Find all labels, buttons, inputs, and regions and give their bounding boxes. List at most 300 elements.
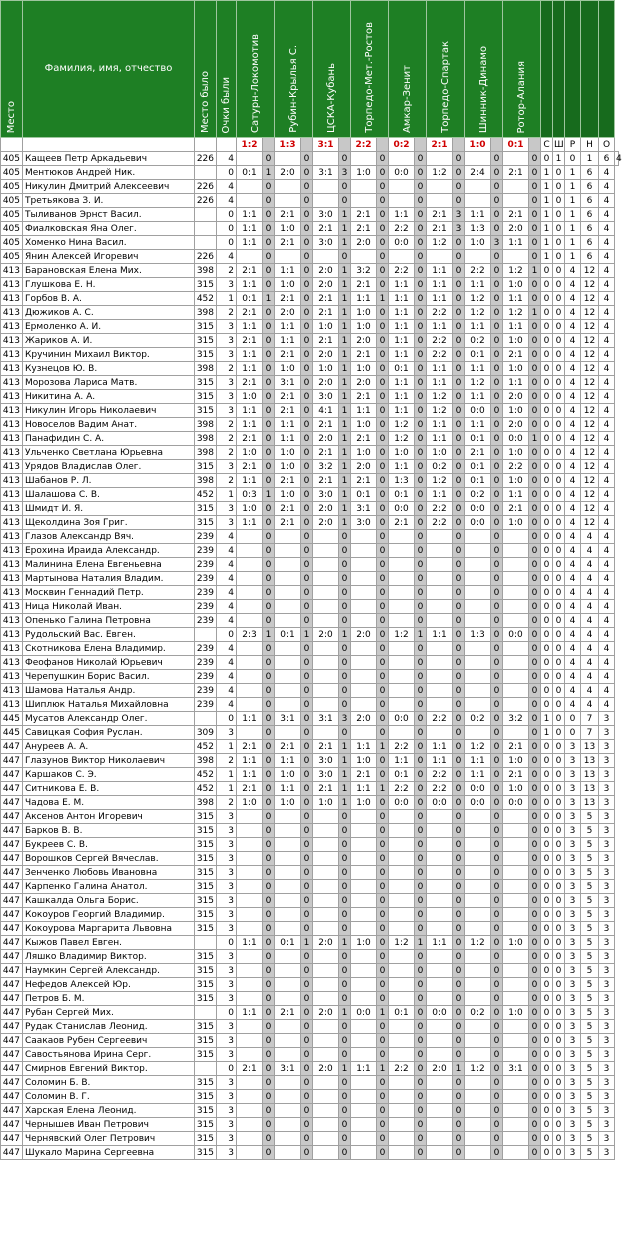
cell-points: 0 bbox=[301, 754, 313, 768]
cell-stat: 6 bbox=[581, 166, 599, 180]
cell-stat: 3 bbox=[565, 810, 581, 824]
cell-forecast bbox=[465, 586, 491, 600]
cell-forecast: 1:1 bbox=[465, 208, 491, 222]
cell-points: 0 bbox=[491, 1146, 503, 1160]
cell-points: 0 bbox=[415, 1034, 427, 1048]
cell-prev-place: 226 bbox=[195, 250, 217, 264]
cell-forecast: 2:0 bbox=[351, 712, 377, 726]
cell-forecast bbox=[275, 1076, 301, 1090]
cell-points: 1 bbox=[339, 208, 351, 222]
cell-forecast bbox=[275, 1146, 301, 1160]
cell-place: 447 bbox=[1, 866, 23, 880]
cell-forecast bbox=[237, 908, 263, 922]
cell-stat: 4 bbox=[565, 684, 581, 698]
cell-stat: 6 bbox=[581, 250, 599, 264]
cell-points: 0 bbox=[491, 852, 503, 866]
cell-prev-points: 3 bbox=[217, 516, 237, 530]
cell-forecast bbox=[427, 964, 453, 978]
cell-points: 0 bbox=[339, 1020, 351, 1034]
cell-points: 0 bbox=[453, 866, 465, 880]
table-row bbox=[1, 936, 619, 950]
cell-points: 0 bbox=[491, 474, 503, 488]
table-row bbox=[1, 418, 619, 432]
cell-stat: 5 bbox=[581, 1062, 599, 1076]
cell-forecast: 2:1 bbox=[275, 404, 301, 418]
cell-name: Шиплюк Наталья Михайловна bbox=[23, 698, 195, 712]
cell-forecast: 2:1 bbox=[275, 1006, 301, 1020]
cell-points: 0 bbox=[453, 558, 465, 572]
cell-points: 0 bbox=[529, 474, 541, 488]
cell-stat: 0 bbox=[541, 628, 553, 642]
cell-forecast: 2:0 bbox=[503, 222, 529, 236]
cell-points: 0 bbox=[263, 852, 275, 866]
cell-prev-place: 315 bbox=[195, 908, 217, 922]
cell-points: 0 bbox=[415, 782, 427, 796]
cell-stat: 5 bbox=[581, 1118, 599, 1132]
cell-points: 0 bbox=[263, 348, 275, 362]
cell-forecast: 2:1 bbox=[503, 348, 529, 362]
cell-name: Рудольский Вас. Евген. bbox=[23, 628, 195, 642]
cell-forecast: 2:1 bbox=[275, 348, 301, 362]
cell-points: 1 bbox=[339, 348, 351, 362]
cell-points: 0 bbox=[529, 1076, 541, 1090]
cell-points: 0 bbox=[491, 824, 503, 838]
cell-forecast: 0:0 bbox=[465, 516, 491, 530]
cell-stat: 4 bbox=[565, 502, 581, 516]
result-match-5: 0:2 bbox=[389, 138, 415, 152]
cell-forecast bbox=[465, 600, 491, 614]
cell-forecast bbox=[351, 1048, 377, 1062]
cell-prev-points: 0 bbox=[217, 628, 237, 642]
cell-stat: 4 bbox=[599, 306, 615, 320]
cell-forecast: 1:2 bbox=[503, 264, 529, 278]
cell-stat: 3 bbox=[599, 908, 615, 922]
results-spacer bbox=[377, 138, 389, 152]
cell-forecast bbox=[503, 824, 529, 838]
cell-forecast bbox=[237, 642, 263, 656]
cell-forecast bbox=[351, 1132, 377, 1146]
cell-prev-place: 239 bbox=[195, 614, 217, 628]
cell-name: Глазунов Виктор Николаевич bbox=[23, 754, 195, 768]
cell-points: 0 bbox=[377, 278, 389, 292]
cell-stat: 4 bbox=[565, 278, 581, 292]
cell-prev-points: 4 bbox=[217, 558, 237, 572]
cell-stat: 0 bbox=[541, 824, 553, 838]
cell-stat: 5 bbox=[581, 1132, 599, 1146]
cell-forecast bbox=[351, 1076, 377, 1090]
cell-points: 0 bbox=[491, 768, 503, 782]
cell-points: 0 bbox=[263, 936, 275, 950]
cell-forecast: 0:0 bbox=[503, 432, 529, 446]
cell-prev-points: 1 bbox=[217, 768, 237, 782]
cell-stat: 0 bbox=[541, 698, 553, 712]
cell-forecast bbox=[313, 908, 339, 922]
cell-stat: 4 bbox=[599, 418, 615, 432]
cell-points: 0 bbox=[415, 768, 427, 782]
cell-stat: 3 bbox=[565, 936, 581, 950]
cell-stat: 6 bbox=[581, 222, 599, 236]
cell-place: 447 bbox=[1, 950, 23, 964]
cell-points: 1 bbox=[377, 740, 389, 754]
cell-prev-points: 2 bbox=[217, 754, 237, 768]
cell-name: Ситникова Е. В. bbox=[23, 782, 195, 796]
cell-stat: 4 bbox=[565, 390, 581, 404]
cell-points: 0 bbox=[339, 1076, 351, 1090]
cell-forecast: 0:1 bbox=[389, 768, 415, 782]
cell-points: 0 bbox=[301, 586, 313, 600]
cell-place: 405 bbox=[1, 152, 23, 166]
cell-forecast: 2:1 bbox=[237, 782, 263, 796]
cell-points: 0 bbox=[529, 446, 541, 460]
cell-forecast bbox=[275, 866, 301, 880]
cell-forecast bbox=[351, 530, 377, 544]
table-row bbox=[1, 852, 619, 866]
cell-forecast bbox=[427, 1132, 453, 1146]
cell-prev-points: 4 bbox=[217, 642, 237, 656]
cell-stat: 4 bbox=[565, 670, 581, 684]
cell-forecast bbox=[389, 572, 415, 586]
cell-forecast bbox=[275, 572, 301, 586]
cell-points: 0 bbox=[415, 376, 427, 390]
cell-forecast: 1:1 bbox=[237, 936, 263, 950]
results-spacer bbox=[217, 138, 237, 152]
cell-forecast bbox=[313, 152, 339, 166]
cell-points: 0 bbox=[415, 278, 427, 292]
cell-forecast bbox=[313, 852, 339, 866]
header-prev-points: Очки были bbox=[217, 1, 237, 138]
cell-stat: 0 bbox=[553, 1132, 565, 1146]
cell-points: 0 bbox=[263, 1034, 275, 1048]
cell-name: Соломин Б. В. bbox=[23, 1076, 195, 1090]
cell-forecast bbox=[465, 922, 491, 936]
cell-stat: 4 bbox=[565, 376, 581, 390]
cell-forecast: 1:0 bbox=[351, 418, 377, 432]
cell-stat: 3 bbox=[599, 768, 615, 782]
cell-stat: 4 bbox=[565, 320, 581, 334]
cell-points: 0 bbox=[415, 796, 427, 810]
cell-points: 0 bbox=[415, 488, 427, 502]
cell-points: 0 bbox=[529, 558, 541, 572]
cell-points: 0 bbox=[491, 978, 503, 992]
cell-points: 0 bbox=[453, 278, 465, 292]
cell-stat: 1 bbox=[541, 712, 553, 726]
cell-points: 0 bbox=[529, 1034, 541, 1048]
cell-points: 0 bbox=[415, 544, 427, 558]
cell-forecast: 1:0 bbox=[237, 502, 263, 516]
cell-points: 0 bbox=[263, 320, 275, 334]
cell-points: 0 bbox=[263, 278, 275, 292]
cell-forecast bbox=[389, 544, 415, 558]
cell-stat: 0 bbox=[541, 908, 553, 922]
cell-forecast bbox=[351, 838, 377, 852]
cell-forecast: 1:1 bbox=[427, 488, 453, 502]
cell-forecast: 1:1 bbox=[389, 754, 415, 768]
cell-points: 0 bbox=[301, 306, 313, 320]
cell-stat: 4 bbox=[599, 376, 615, 390]
cell-forecast: 2:1 bbox=[313, 334, 339, 348]
cell-points: 0 bbox=[453, 236, 465, 250]
cell-stat: 4 bbox=[565, 306, 581, 320]
cell-stat: 0 bbox=[541, 810, 553, 824]
table-row bbox=[1, 166, 619, 180]
cell-forecast bbox=[427, 950, 453, 964]
cell-points: 3 bbox=[339, 712, 351, 726]
cell-points: 0 bbox=[529, 250, 541, 264]
cell-forecast bbox=[237, 824, 263, 838]
cell-prev-points: 4 bbox=[217, 586, 237, 600]
cell-forecast: 0:0 bbox=[503, 796, 529, 810]
cell-forecast: 2:1 bbox=[275, 740, 301, 754]
cell-stat: 4 bbox=[599, 474, 615, 488]
cell-stat: 0 bbox=[541, 320, 553, 334]
table-row bbox=[1, 1132, 619, 1146]
table-row bbox=[1, 544, 619, 558]
cell-stat: 0 bbox=[541, 1104, 553, 1118]
cell-stat: 0 bbox=[541, 1006, 553, 1020]
cell-stat: 0 bbox=[553, 978, 565, 992]
cell-points: 0 bbox=[415, 502, 427, 516]
cell-points: 0 bbox=[529, 824, 541, 838]
cell-forecast bbox=[237, 964, 263, 978]
cell-points: 0 bbox=[491, 320, 503, 334]
cell-forecast bbox=[275, 824, 301, 838]
result-match-6: 2:1 bbox=[427, 138, 453, 152]
cell-stat: 0 bbox=[553, 922, 565, 936]
cell-forecast bbox=[313, 670, 339, 684]
cell-forecast: 1:1 bbox=[389, 306, 415, 320]
cell-points: 0 bbox=[339, 922, 351, 936]
cell-stat: 0 bbox=[565, 152, 581, 166]
cell-forecast: 2:0 bbox=[313, 348, 339, 362]
cell-stat: 4 bbox=[565, 656, 581, 670]
cell-forecast: 1:1 bbox=[427, 292, 453, 306]
cell-forecast: 2:0 bbox=[313, 432, 339, 446]
cell-forecast bbox=[313, 1034, 339, 1048]
cell-forecast: 2:2 bbox=[427, 334, 453, 348]
cell-forecast bbox=[465, 1132, 491, 1146]
cell-forecast: 0:0 bbox=[389, 236, 415, 250]
cell-points: 0 bbox=[301, 376, 313, 390]
cell-stat: 0 bbox=[541, 866, 553, 880]
cell-prev-place: 398 bbox=[195, 474, 217, 488]
cell-prev-points: 4 bbox=[217, 544, 237, 558]
cell-points: 0 bbox=[377, 1104, 389, 1118]
cell-forecast: 2:1 bbox=[427, 222, 453, 236]
cell-stat: 5 bbox=[581, 936, 599, 950]
cell-forecast bbox=[351, 656, 377, 670]
cell-stat: 3 bbox=[599, 1006, 615, 1020]
cell-points: 0 bbox=[453, 1034, 465, 1048]
cell-forecast bbox=[427, 824, 453, 838]
cell-forecast: 1:1 bbox=[237, 278, 263, 292]
cell-forecast bbox=[389, 964, 415, 978]
cell-points: 0 bbox=[491, 1076, 503, 1090]
cell-stat: 0 bbox=[553, 320, 565, 334]
cell-points: 0 bbox=[415, 292, 427, 306]
cell-points: 0 bbox=[529, 810, 541, 824]
cell-forecast bbox=[237, 852, 263, 866]
cell-points: 1 bbox=[339, 740, 351, 754]
cell-points: 0 bbox=[529, 236, 541, 250]
cell-points: 0 bbox=[529, 152, 541, 166]
cell-stat: 0 bbox=[541, 376, 553, 390]
cell-forecast: 3:2 bbox=[351, 264, 377, 278]
cell-points: 0 bbox=[529, 866, 541, 880]
cell-points: 0 bbox=[529, 754, 541, 768]
cell-stat: 4 bbox=[599, 264, 615, 278]
cell-stat: 0 bbox=[553, 950, 565, 964]
cell-points: 0 bbox=[453, 264, 465, 278]
cell-name: Ермоленко А. И. bbox=[23, 320, 195, 334]
cell-prev-points: 2 bbox=[217, 796, 237, 810]
cell-points: 0 bbox=[491, 194, 503, 208]
cell-forecast bbox=[389, 152, 415, 166]
cell-prev-place: 315 bbox=[195, 404, 217, 418]
cell-prev-points: 3 bbox=[217, 824, 237, 838]
cell-points: 0 bbox=[377, 544, 389, 558]
cell-stat: 5 bbox=[581, 1020, 599, 1034]
table-row bbox=[1, 530, 619, 544]
cell-prev-place: 315 bbox=[195, 1090, 217, 1104]
cell-stat: 1 bbox=[541, 222, 553, 236]
cell-name: Глазов Александр Вяч. bbox=[23, 530, 195, 544]
cell-name: Савостьянова Ирина Серг. bbox=[23, 1048, 195, 1062]
cell-place: 447 bbox=[1, 1118, 23, 1132]
cell-place: 413 bbox=[1, 670, 23, 684]
result-match-1: 1:2 bbox=[237, 138, 263, 152]
result-match-8: 0:1 bbox=[503, 138, 529, 152]
cell-points: 0 bbox=[415, 306, 427, 320]
result-match-3: 3:1 bbox=[313, 138, 339, 152]
cell-forecast: 2:2 bbox=[389, 222, 415, 236]
cell-prev-place bbox=[195, 236, 217, 250]
table-row bbox=[1, 1104, 619, 1118]
cell-points: 0 bbox=[339, 964, 351, 978]
cell-forecast: 1:1 bbox=[465, 768, 491, 782]
cell-forecast bbox=[389, 530, 415, 544]
cell-forecast bbox=[427, 698, 453, 712]
cell-points: 0 bbox=[415, 194, 427, 208]
cell-prev-points: 0 bbox=[217, 208, 237, 222]
cell-stat: 4 bbox=[565, 628, 581, 642]
cell-forecast: 2:1 bbox=[237, 264, 263, 278]
cell-stat: 3 bbox=[565, 824, 581, 838]
cell-forecast bbox=[503, 642, 529, 656]
cell-prev-points: 2 bbox=[217, 418, 237, 432]
cell-forecast bbox=[503, 894, 529, 908]
cell-prev-points: 3 bbox=[217, 348, 237, 362]
cell-stat: 0 bbox=[541, 894, 553, 908]
cell-name: Шамова Наталья Андр. bbox=[23, 684, 195, 698]
cell-forecast bbox=[389, 600, 415, 614]
cell-forecast bbox=[237, 950, 263, 964]
cell-prev-points: 0 bbox=[217, 936, 237, 950]
cell-prev-place: 315 bbox=[195, 894, 217, 908]
cell-forecast bbox=[237, 978, 263, 992]
table-row bbox=[1, 390, 619, 404]
cell-prev-place: 239 bbox=[195, 572, 217, 586]
cell-forecast bbox=[427, 1104, 453, 1118]
cell-forecast bbox=[427, 1034, 453, 1048]
cell-points: 0 bbox=[491, 1034, 503, 1048]
header-match-6: Торпедо-Спартак bbox=[427, 1, 465, 138]
results-spacer bbox=[301, 138, 313, 152]
cell-forecast bbox=[275, 250, 301, 264]
cell-forecast bbox=[465, 726, 491, 740]
cell-place: 413 bbox=[1, 320, 23, 334]
cell-forecast bbox=[465, 670, 491, 684]
cell-stat: 0 bbox=[541, 992, 553, 1006]
cell-forecast: 1:1 bbox=[275, 432, 301, 446]
header-match-8: Ротор-Алания bbox=[503, 1, 541, 138]
cell-stat: 3 bbox=[599, 992, 615, 1006]
cell-prev-points: 2 bbox=[217, 474, 237, 488]
header-blank-5 bbox=[599, 1, 615, 138]
cell-points: 0 bbox=[415, 824, 427, 838]
cell-forecast bbox=[427, 152, 453, 166]
table-row bbox=[1, 810, 619, 824]
cell-forecast bbox=[427, 1020, 453, 1034]
cell-name: Харская Елена Леонид. bbox=[23, 1104, 195, 1118]
cell-forecast bbox=[427, 614, 453, 628]
cell-points: 0 bbox=[301, 572, 313, 586]
cell-place: 405 bbox=[1, 180, 23, 194]
cell-points: 0 bbox=[377, 446, 389, 460]
cell-name: Никитина А. А. bbox=[23, 390, 195, 404]
cell-points: 1 bbox=[529, 306, 541, 320]
cell-forecast: 1:0 bbox=[351, 166, 377, 180]
cell-name: Савицкая София Руслан. bbox=[23, 726, 195, 740]
cell-points: 0 bbox=[491, 180, 503, 194]
cell-points: 0 bbox=[301, 530, 313, 544]
cell-points: 0 bbox=[263, 572, 275, 586]
cell-points: 0 bbox=[263, 1076, 275, 1090]
cell-forecast: 1:1 bbox=[389, 320, 415, 334]
cell-prev-points: 3 bbox=[217, 866, 237, 880]
cell-forecast bbox=[465, 950, 491, 964]
cell-prev-points: 3 bbox=[217, 1146, 237, 1160]
header-match-7: Шинник-Динамо bbox=[465, 1, 503, 138]
cell-forecast bbox=[503, 1146, 529, 1160]
cell-points: 0 bbox=[339, 600, 351, 614]
cell-forecast bbox=[427, 1090, 453, 1104]
cell-points: 0 bbox=[339, 698, 351, 712]
cell-points: 0 bbox=[301, 558, 313, 572]
cell-points: 0 bbox=[377, 810, 389, 824]
cell-forecast bbox=[389, 1034, 415, 1048]
cell-points: 0 bbox=[453, 152, 465, 166]
cell-forecast bbox=[275, 180, 301, 194]
cell-name: Янин Алексей Игоревич bbox=[23, 250, 195, 264]
cell-stat: 3 bbox=[565, 1034, 581, 1048]
cell-forecast: 2:1 bbox=[237, 1062, 263, 1076]
cell-stat: 13 bbox=[581, 768, 599, 782]
cell-name: Мартынова Наталия Владим. bbox=[23, 572, 195, 586]
cell-points: 1 bbox=[339, 628, 351, 642]
cell-forecast: 1:1 bbox=[427, 418, 453, 432]
cell-stat: 0 bbox=[553, 684, 565, 698]
cell-points: 0 bbox=[263, 376, 275, 390]
cell-points: 0 bbox=[491, 740, 503, 754]
cell-forecast: 1:0 bbox=[351, 796, 377, 810]
cell-name: Кащеев Петр Аркадьевич bbox=[23, 152, 195, 166]
results-spacer bbox=[263, 138, 275, 152]
cell-place: 413 bbox=[1, 586, 23, 600]
cell-stat: 5 bbox=[581, 1076, 599, 1090]
cell-forecast: 0:0 bbox=[465, 782, 491, 796]
cell-forecast: 2:1 bbox=[503, 208, 529, 222]
cell-forecast bbox=[389, 698, 415, 712]
